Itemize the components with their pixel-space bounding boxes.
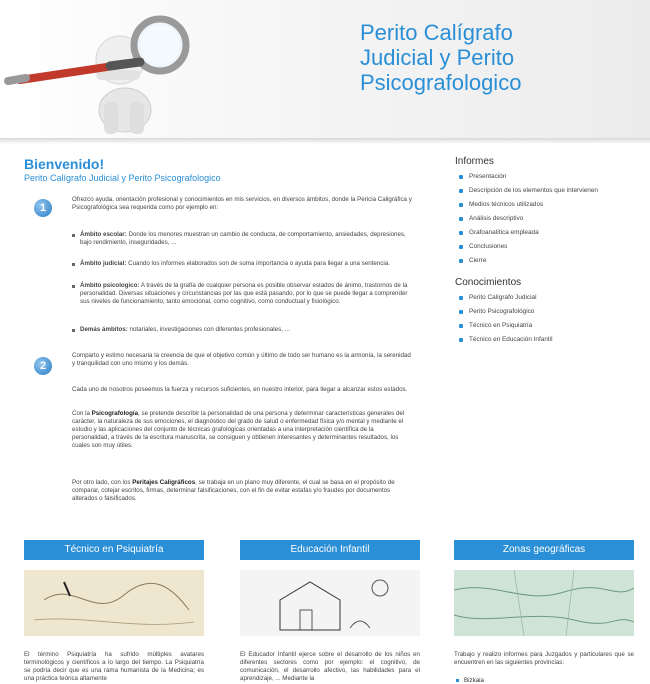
- sidebar-item-perito-caligrafo[interactable]: Perito Calígrafo Judicial: [455, 294, 635, 302]
- site-title-line-1: Perito Calígrafo: [360, 20, 513, 45]
- site-title-line-3: Psicografologico: [360, 70, 522, 95]
- para4-strong: Peritajes Caligráficos: [132, 479, 196, 486]
- sidebar-item-analisis[interactable]: Análisis descriptivo: [455, 215, 635, 223]
- sidebar: [455, 156, 635, 350]
- sidebar-heading-informes: Informes: [455, 156, 494, 167]
- welcome-subtitle: Perito Calígrafo Judicial y Perito Psicografologico: [24, 173, 221, 183]
- bullet-psicologico-text: A través de la grafía de cualquier persona es posible observar estados de ánimo, trastornos de la personalidad. Diversas situaciones y circunstancias por las que está pasando, por lo que se puede llegar a comprender sus niveles de funcionamiento, tanto emocional, como cognitivo, como conductual y fisiológico.: [80, 282, 408, 305]
- box-zonas-list-item[interactable]: Bizkaia: [454, 677, 634, 684]
- sidebar-item-presentacion[interactable]: Presentación: [455, 173, 635, 181]
- welcome-heading: Bienvenido!: [24, 156, 105, 172]
- bullet-escolar: [80, 231, 410, 247]
- bullet-psicologico: [80, 282, 410, 306]
- site-title[interactable]: [360, 20, 645, 95]
- sidebar-item-conclusiones[interactable]: Conclusiones: [455, 243, 635, 251]
- para4-start: Por otro lado, con los: [72, 479, 133, 486]
- sidebar-item-medios[interactable]: Medios técnicos utilizados: [455, 201, 635, 209]
- box-psiquiatria: [24, 540, 204, 683]
- bullet-demas-label: Demás ámbitos:: [80, 326, 128, 333]
- main-content: [24, 156, 424, 183]
- header-divider: [0, 138, 650, 144]
- sidebar-item-cierre[interactable]: Cierre: [455, 257, 635, 265]
- bullet-escolar-label: Ámbito escolar:: [80, 231, 127, 238]
- box-educacion: [240, 540, 420, 683]
- bullet-judicial-text: Cuando los informes elaborados son de suma importancia o ayuda para llegar a una sentencia.: [126, 260, 390, 267]
- box-educacion-image: [240, 570, 420, 636]
- step-1-badge: 1: [34, 199, 52, 217]
- site-header: [0, 0, 650, 140]
- bullet-demas: [80, 326, 410, 334]
- step-2-badge: 2: [34, 357, 52, 375]
- para3-rest: , se pretende describir la personalidad de una persona y determinar características generales del carácter, la naturaleza de sus emociones, el diagnóstico del grado de salud o enfermedad física y/o mental y mediante el estudio y las aplicaciones del conjunto de técnicas grafológicas orientadas a una interpretación científica de la personalidad, a través de la escritura manuscrita, se consiguen y obtienen interesantes y determinantes resultados, los cuales son muy útiles.: [72, 410, 405, 449]
- para3-start: Con la: [72, 410, 92, 417]
- sidebar-item-descripcion[interactable]: Descripción de los elementos que intervienen: [455, 187, 635, 195]
- paragraph-armonia: Comparto y estimo necesaria la creencia de que el objetivo común y último de todo ser humano es la armonía, la serenidad y tranquilidad con uno mismo y los demás.: [72, 352, 411, 367]
- paragraph-psicografologia: [72, 410, 412, 450]
- box-psiquiatria-image: [24, 570, 204, 636]
- sidebar-heading-conocimientos: Conocimientos: [455, 277, 522, 288]
- sidebar-item-perito-psicografologico[interactable]: Perito Psicografológico: [455, 308, 635, 316]
- bullet-judicial: [80, 260, 410, 268]
- paragraph-peritajes: [72, 479, 412, 503]
- sidebar-item-grafoanalitica[interactable]: Grafoanalítica empleada: [455, 229, 635, 237]
- bullet-escolar-text: Donde los menores muestran un cambio de conducta, de comportamiento, ansiedades, depresiones, bajo rendimiento, inseguridades, ...: [80, 231, 406, 246]
- box-zonas-text: Trabajo y realizo informes para Juzgados y particulares que se encuentren en las siguientes provincias:: [454, 651, 634, 666]
- box-zonas-title[interactable]: Zonas geográficas: [454, 540, 634, 560]
- bullet-demas-text: notariales, investigaciones con diferentes profesionales, ...: [127, 326, 290, 333]
- sidebar-item-tecnico-educacion[interactable]: Técnico en Educación Infantil: [455, 336, 635, 344]
- bullet-judicial-label: Ámbito judicial:: [80, 260, 127, 267]
- intro-paragraph: Ofrezco ayuda, orientación profesional y conocimientos en mis servicios, en diversos ámbitos, donde la Pericia Caligráfica y Psicografológica sea requerida como por ejemplo en:: [72, 196, 412, 211]
- box-psiquiatria-title[interactable]: Técnico en Psiquiatría: [24, 540, 204, 560]
- box-zonas-map-image: [454, 570, 634, 636]
- sidebar-item-tecnico-psiquiatria[interactable]: Técnico en Psiquiatría: [455, 322, 635, 330]
- magnifier-mascot-logo: [0, 0, 190, 140]
- bullet-psicologico-label: Ámbito psicologico:: [80, 282, 140, 289]
- site-title-line-2: Judicial y Perito: [360, 45, 515, 70]
- paragraph-fuerza: Cada uno de nosotros poseemos la fuerza y recursos suficientes, en nuestro interior, para llegar a alcanzar estos estados.: [72, 386, 408, 393]
- box-zonas: [454, 540, 634, 684]
- box-psiquiatria-text: El término Psiquiatría ha sufrido múltiples avatares terminológicos y científicos a lo largo del tiempo. La Psiquiatría se podría decir que es una rama humanista de la Medicina; es una práctica teórica altamente: [24, 651, 204, 682]
- box-educacion-text: El Educador Infantil ejerce sobre el desarrollo de los niños en diferentes sectores como por ejemplo: el cognitivo, de comunicación, el desarrollo afectivo, las habilidades para el aprendizaje, ... Mediante la: [240, 651, 420, 682]
- box-educacion-title[interactable]: Educación Infantil: [240, 540, 420, 560]
- para4-rest: , se trabaja en un plano muy diferente, el cual se basa en el propósito de comparar, cotejar escritos, firmas, determinar falsificaciones, con el fin de evitar estafas y/o fraudes por documentos alterados o falsificados.: [72, 479, 395, 502]
- para3-strong: Psicografología: [91, 410, 139, 417]
